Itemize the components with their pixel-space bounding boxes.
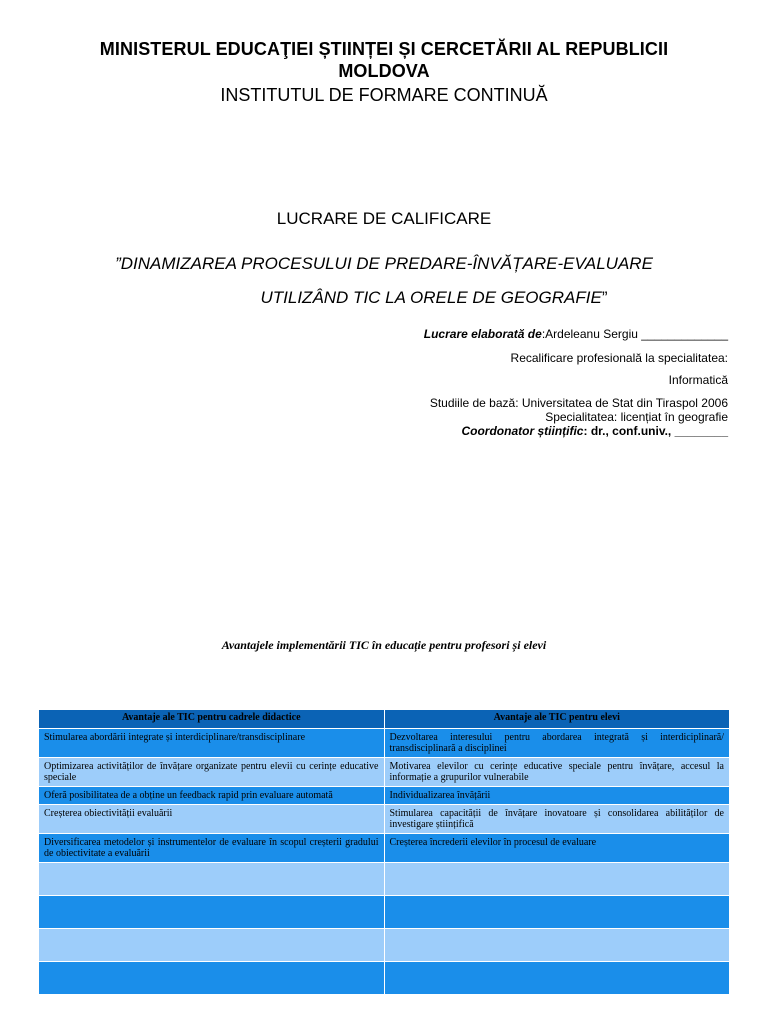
thesis-title-line-1: ”DINAMIZAREA PROCESULUI DE PREDARE-ÎNVĂȚARE-EVALUARE: [115, 254, 653, 273]
coordinator-label: Coordonator științific: [461, 424, 584, 438]
table-row: [39, 834, 730, 863]
qualification-label: LUCRARE DE CALIFICARE: [276, 209, 492, 228]
author-line: [308, 327, 728, 341]
teacher-cell: Optimizarea activităților de învățare organizate pentru elevii cu cerințe educative speciale: [39, 758, 385, 787]
thesis-title-line-2: [40, 286, 728, 310]
table-caption: Avantajele implementării TIC în educație pentru profesori și elevi: [221, 638, 547, 652]
thesis-title-closing-quote: ”: [601, 288, 608, 307]
teacher-cell: Creșterea obiectivității evaluării: [39, 805, 385, 834]
student-cell: [384, 863, 730, 896]
teacher-cell: [39, 896, 385, 929]
coordinator-value: : dr., conf.univ., ________: [583, 424, 728, 438]
table-row: [39, 863, 730, 896]
student-cell: [384, 962, 730, 995]
table-row: [39, 896, 730, 929]
student-cell: Dezvoltarea interesului pentru abordarea integrată și interdiciplinară/ transdisciplinară a disciplinei: [384, 729, 730, 758]
thesis-title-line-2-text: UTILIZÂND TIC LA ORELE DE GEOGRAFIE: [260, 288, 602, 307]
header-teachers: Avantaje ale TIC pentru cadrele didactice: [39, 710, 385, 729]
recalification-line: Recalificare profesională la specialitatea:: [510, 351, 728, 365]
teacher-cell: Oferă posibilitatea de a obține un feedback rapid prin evaluare automată: [39, 787, 385, 805]
specialty-line: Informatică: [668, 373, 728, 387]
specialization-line: Specialitatea: licențiat în geografie: [545, 410, 728, 424]
student-cell: Motivarea elevilor cu cerințe educative speciale pentru învățare, accesul la informație a grupurilor vulnerabile: [384, 758, 730, 787]
studies-line: Studiile de bază: Universitatea de Stat din Tiraspol 2006: [429, 396, 728, 410]
header-students: Avantaje ale TIC pentru elevi: [384, 710, 730, 729]
table-row: [39, 758, 730, 787]
author-sep: :: [541, 327, 546, 341]
author-label: Lucrare elaborată de: [423, 327, 542, 341]
table-row: [39, 929, 730, 962]
student-cell: [384, 896, 730, 929]
teacher-cell: [39, 929, 385, 962]
ministry-heading: [40, 38, 728, 82]
student-cell: [384, 929, 730, 962]
table-row: [39, 805, 730, 834]
student-cell: Individualizarea învățării: [384, 787, 730, 805]
teacher-cell: Stimularea abordării integrate și interdiciplinare/transdisciplinare: [39, 729, 385, 758]
ministry-line-1: MINISTERUL EDUCAŢIEI ȘTIINȚEI ȘI CERCETĂRII AL REPUBLICII: [99, 39, 669, 59]
teacher-cell: [39, 962, 385, 995]
coordinator-line: [308, 424, 728, 438]
author-name: Ardeleanu Sergiu _____________: [545, 327, 728, 341]
table-header-row: [39, 710, 730, 729]
table-row: [39, 729, 730, 758]
student-cell: Creșterea încrederii elevilor în procesul de evaluare: [384, 834, 730, 863]
advantages-table: [38, 709, 730, 995]
table-row: [39, 787, 730, 805]
institute-heading: INSTITUTUL DE FORMARE CONTINUĂ: [220, 85, 548, 105]
table-row: [39, 962, 730, 995]
teacher-cell: Diversificarea metodelor și instrumentelor de evaluare în scopul creșterii gradului de obiectivitate a evaluării: [39, 834, 385, 863]
teacher-cell: [39, 863, 385, 896]
ministry-line-2: MOLDOVA: [338, 61, 430, 81]
student-cell: Stimularea capacității de învățare inovatoare și consolidarea abilităților de investigare științifică: [384, 805, 730, 834]
